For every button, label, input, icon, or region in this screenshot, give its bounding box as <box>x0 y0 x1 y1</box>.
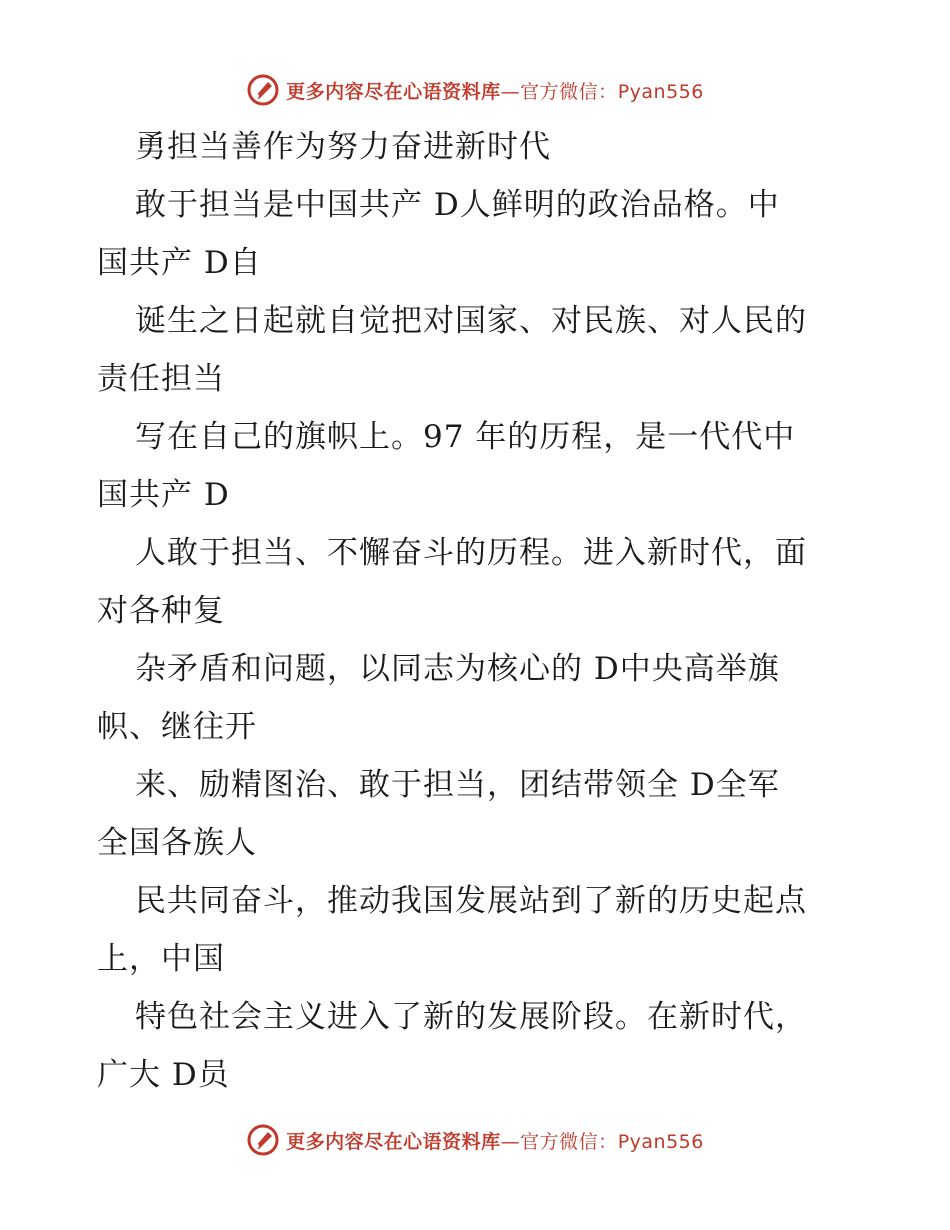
watermark-dash: — <box>500 1130 521 1153</box>
paragraph-line: 对各种复 <box>97 593 225 629</box>
paragraph-line: 民共同奋斗，推动我国发展站到了新的历史起点 <box>135 883 807 919</box>
watermark-text <box>286 77 704 104</box>
footer-watermark <box>0 1120 950 1160</box>
paragraph-line: 国共产 D自 <box>97 245 262 281</box>
watermark-text <box>286 1127 704 1154</box>
document-title: 勇担当善作为努力奋进新时代 <box>135 129 551 165</box>
watermark-main: 更多内容尽在心语资料库 <box>286 1130 501 1153</box>
paragraph-line: 全国各族人 <box>97 825 257 861</box>
document-body <box>97 118 857 1104</box>
watermark-account: Pyan556 <box>617 80 704 103</box>
watermark-wechat: 官方微信： <box>520 80 618 103</box>
watermark-dash: — <box>500 80 521 103</box>
pen-nib-icon <box>246 1123 280 1157</box>
paragraph-line: 来、励精图治、敢于担当，团结带领全 D全军 <box>135 767 780 803</box>
paragraph-line: 诞生之日起就自觉把对国家、对民族、对人民的 <box>135 303 807 339</box>
paragraph-line: 特色社会主义进入了新的发展阶段。在新时代， <box>135 999 807 1035</box>
paragraph-line: 写在自己的旗帜上。97 年的历程，是一代代中 <box>135 419 796 455</box>
paragraph-line: 杂矛盾和问题，以同志为核心的 D中央高举旗 <box>135 651 780 687</box>
paragraph-line: 帜、继往开 <box>97 709 257 745</box>
paragraph-line: 责任担当 <box>97 361 225 397</box>
paragraph-line: 人敢于担当、不懈奋斗的历程。进入新时代，面 <box>135 535 807 571</box>
pen-nib-icon <box>246 73 280 107</box>
watermark-account: Pyan556 <box>617 1130 704 1153</box>
paragraph-line: 国共产 D <box>97 477 230 513</box>
header-watermark <box>0 70 950 110</box>
paragraph-line: 广大 D员 <box>97 1057 230 1093</box>
watermark-main: 更多内容尽在心语资料库 <box>286 80 501 103</box>
watermark-wechat: 官方微信： <box>520 1130 618 1153</box>
paragraph-line: 上，中国 <box>97 941 225 977</box>
paragraph-line: 敢于担当是中国共产 D人鲜明的政治品格。中 <box>135 187 780 223</box>
